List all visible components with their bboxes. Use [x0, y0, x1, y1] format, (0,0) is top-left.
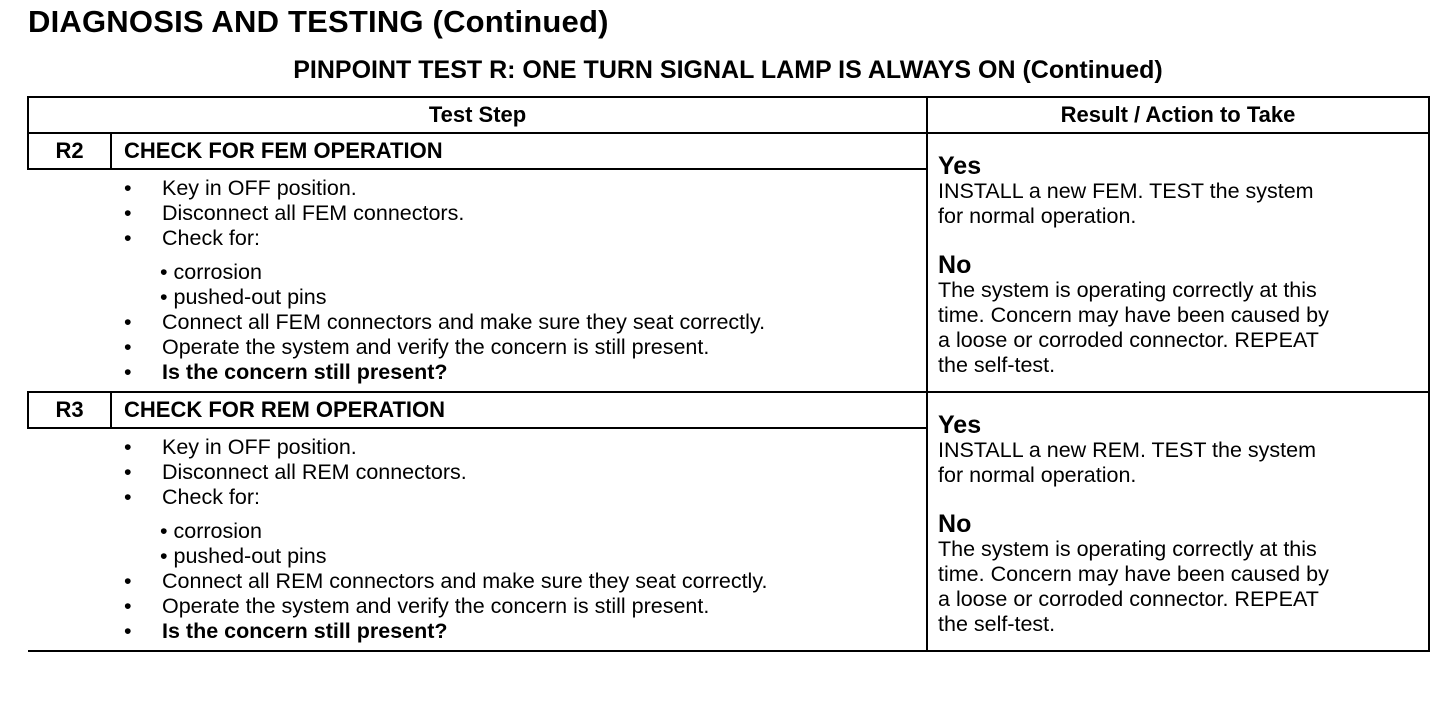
result-no-label: No [938, 510, 972, 538]
step-name: CHECK FOR REM OPERATION [111, 392, 927, 428]
step-question: Is the concern still present? [162, 360, 448, 384]
result-yes-line: for normal operation. [938, 204, 1137, 228]
list-item: • Connect all FEM connectors and make sure they seat correctly. [124, 310, 766, 334]
list-item: • Connect all REM connectors and make sure they seat correctly. [124, 569, 768, 593]
result-yes-line: INSTALL a new FEM. TEST the system [938, 179, 1314, 203]
sub-list-item: • pushed-out pins [160, 544, 327, 568]
col-header-result: Result / Action to Take [927, 97, 1429, 133]
list-item: • Is the concern still present? [124, 360, 448, 384]
result-cell [927, 392, 1429, 651]
list-item: • Operate the system and verify the concern is still present. [124, 335, 710, 359]
pinpoint-test-subtitle: PINPOINT TEST R: ONE TURN SIGNAL LAMP IS ALWAYS ON (Continued) [293, 56, 1163, 84]
step-question: Is the concern still present? [162, 619, 448, 643]
page-title: DIAGNOSIS AND TESTING (Continued) [28, 4, 609, 39]
list-item: • Check for: [124, 485, 260, 509]
sub-list-item: • pushed-out pins [160, 285, 327, 309]
result-yes-line: INSTALL a new REM. TEST the system [938, 438, 1316, 462]
col-header-test-step: Test Step [28, 97, 927, 133]
list-item: • Is the concern still present? [124, 619, 448, 643]
list-item: • Disconnect all REM connectors. [124, 460, 467, 484]
result-no-line: a loose or corroded connector. REPEAT [938, 587, 1319, 611]
result-no-line: the self-test. [938, 612, 1056, 636]
result-yes-label: Yes [938, 152, 982, 180]
result-no-line: The system is operating correctly at this [938, 278, 1317, 302]
step-id: R3 [28, 392, 111, 428]
result-cell [927, 133, 1429, 392]
result-no-line: the self-test. [938, 353, 1056, 377]
list-item: • Check for: [124, 226, 260, 250]
result-no-line: time. Concern may have been caused by [938, 303, 1329, 327]
step-instructions [28, 169, 927, 392]
step-header-row [28, 392, 1429, 428]
result-no-line: a loose or corroded connector. REPEAT [938, 328, 1319, 352]
sub-list-item: • corrosion [160, 519, 262, 543]
result-no-label: No [938, 251, 972, 279]
step-instructions [28, 428, 927, 651]
list-item: • Disconnect all FEM connectors. [124, 201, 465, 225]
sub-list-item: • corrosion [160, 260, 262, 284]
table-header-row [28, 97, 1429, 133]
result-no-line: time. Concern may have been caused by [938, 562, 1329, 586]
list-item: • Operate the system and verify the concern is still present. [124, 594, 710, 618]
result-no-line: The system is operating correctly at this [938, 537, 1317, 561]
list-item: • Key in OFF position. [124, 176, 357, 200]
result-yes-label: Yes [938, 411, 982, 439]
step-name: CHECK FOR FEM OPERATION [111, 133, 927, 169]
step-id: R2 [28, 133, 111, 169]
step-header-row [28, 133, 1429, 169]
pinpoint-test-table [27, 96, 1430, 652]
result-yes-line: for normal operation. [938, 463, 1137, 487]
list-item: • Key in OFF position. [124, 435, 357, 459]
